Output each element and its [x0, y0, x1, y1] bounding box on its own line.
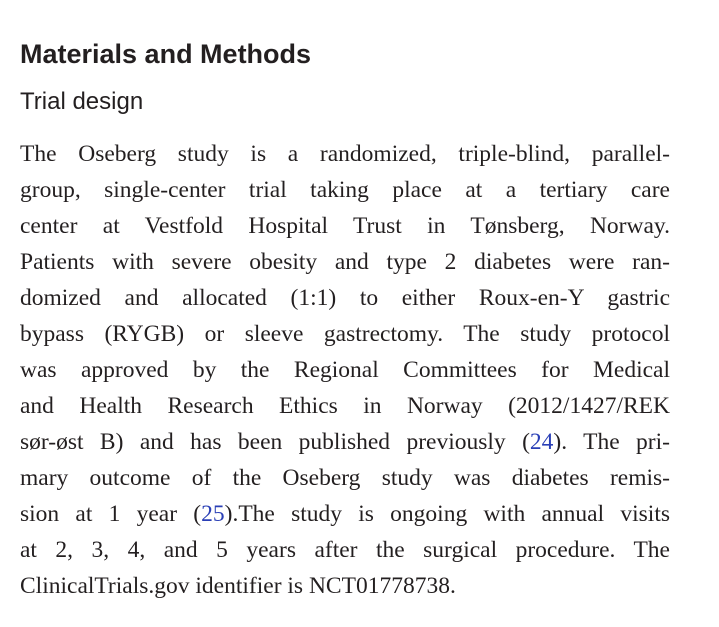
paragraph-line: bypass (RYGB) or sleeve gastrectomy. The study protocol	[20, 321, 670, 347]
reference-link-24[interactable]: 24	[529, 429, 554, 455]
paragraph-line: mary outcome of the Oseberg study was diabetes remis-	[20, 465, 670, 491]
paragraph-line	[20, 424, 670, 460]
paragraph-line	[20, 496, 670, 532]
reference-link-25[interactable]: 25	[201, 501, 225, 527]
subsection-heading: Trial design	[20, 88, 144, 115]
paragraph-line: group, single-center trial taking place at a tertiary care	[20, 177, 670, 203]
line-text: ).The study is ongoing with annual visits	[224, 501, 670, 527]
paragraph-line: ClinicalTrials.gov identifier is NCT01778738.	[20, 573, 456, 599]
paragraph-line: and Health Research Ethics in Norway (2012/1427/REK	[20, 393, 670, 419]
paragraph-line: center at Vestfold Hospital Trust in Tønsberg, Norway.	[20, 213, 670, 239]
body-paragraph	[20, 136, 670, 604]
paragraph-line: at 2, 3, 4, and 5 years after the surgical procedure. The	[20, 537, 670, 563]
line-text: sør-øst B) and has been published previously (	[20, 429, 530, 455]
paragraph-line: domized and allocated (1:1) to either Roux-en-Y gastric	[20, 285, 670, 311]
paragraph-line: The Oseberg study is a randomized, triple-blind, parallel-	[20, 141, 670, 167]
line-text: ). The pri-	[553, 429, 670, 455]
line-text: sion at 1 year (	[20, 501, 202, 527]
paragraph-line: was approved by the Regional Committees for Medical	[20, 357, 670, 383]
section-heading: Materials and Methods	[20, 39, 312, 69]
paragraph-line: Patients with severe obesity and type 2 diabetes were ran-	[20, 249, 670, 275]
